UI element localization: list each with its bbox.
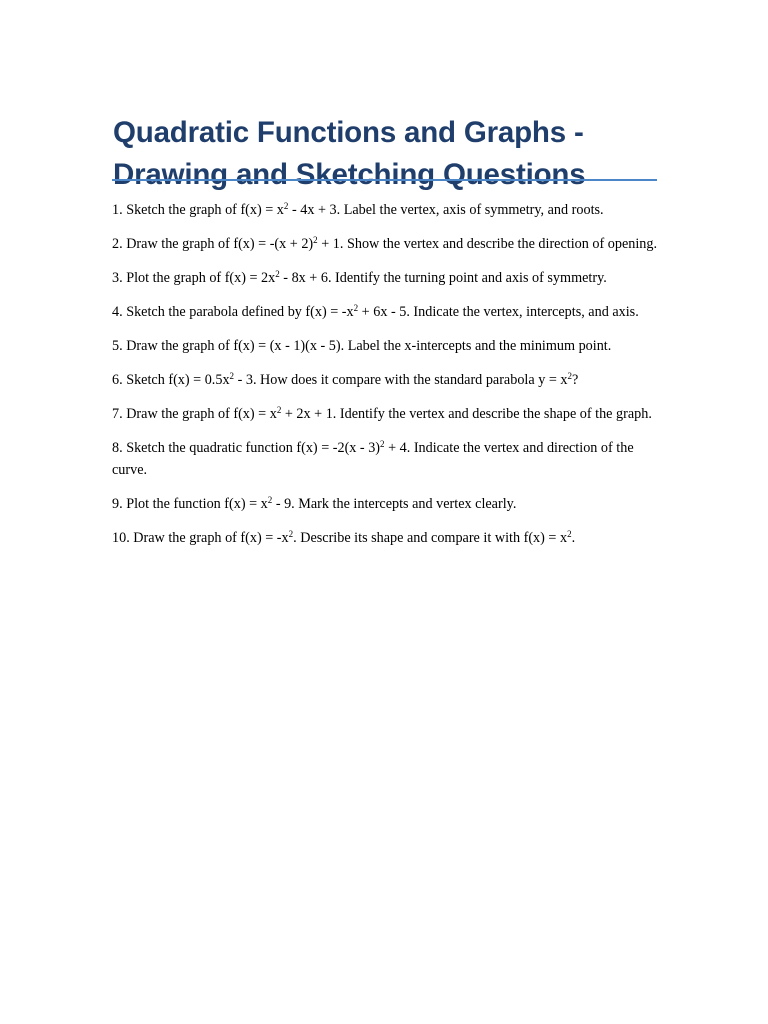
question-text: - 4x + 3. Label the vertex, axis of symmetry, and roots. [288, 202, 604, 218]
question-text: . Describe its shape and compare it with f(x) = x [293, 529, 568, 546]
question-text: 4. Sketch the parabola defined by f(x) = -x [112, 304, 354, 320]
question-text: + 6x - 5. Indicate the vertex, intercepts, and axis. [358, 304, 639, 320]
superscript-exponent: 2 [229, 371, 235, 381]
question-text: 10. Draw the graph of f(x) = -x [112, 529, 289, 546]
question-text: . [571, 529, 576, 546]
superscript-exponent: 2 [283, 201, 289, 211]
question-text: 3. Plot the graph of f(x) = 2x [112, 270, 276, 286]
question-item [112, 438, 664, 481]
superscript-exponent: 2 [567, 371, 572, 381]
question-text: 2. Draw the graph of f(x) = -(x + 2) [112, 236, 314, 252]
question-item [112, 234, 664, 256]
question-text: 5. Draw the graph of f(x) = (x - 1)(x - 5). Label the x-intercepts and the minimum point. [112, 338, 612, 354]
question-item [112, 370, 664, 392]
question-item [112, 268, 664, 290]
question-item [112, 302, 664, 324]
question-list [112, 200, 664, 562]
question-text: 7. Draw the graph of f(x) = x [112, 406, 277, 422]
title-line-2: Drawing and Sketching Questions [113, 157, 586, 191]
question-text: + 2x + 1. Identify the vertex and describe the shape of the graph. [281, 406, 652, 422]
question-text: - 8x + 6. Identify the turning point and axis of symmetry. [279, 270, 607, 286]
question-text: - 9. Mark the intercepts and vertex clearly. [272, 495, 517, 512]
question-text: + 4. Indicate the vertex and direction of the curve. [112, 440, 634, 478]
superscript-exponent: 2 [380, 439, 385, 449]
title-divider [112, 179, 657, 181]
superscript-exponent: 2 [353, 303, 359, 313]
question-item [112, 200, 664, 222]
title-line-1: Quadratic Functions and Graphs - [113, 115, 584, 149]
question-text: ? [571, 372, 579, 388]
question-text: 1. Sketch the graph of f(x) = x [112, 202, 284, 218]
superscript-exponent: 2 [267, 494, 273, 505]
question-item [112, 404, 664, 426]
question-text: 8. Sketch the quadratic function f(x) = -2(x - 3) [112, 440, 381, 456]
superscript-exponent: 2 [567, 528, 572, 539]
question-item [112, 528, 664, 550]
document-title [113, 112, 673, 196]
superscript-exponent: 2 [288, 528, 294, 539]
question-item [112, 494, 664, 516]
question-text: 9. Plot the function f(x) = x [112, 495, 268, 512]
superscript-exponent: 2 [313, 235, 318, 245]
question-text: - 3. How does it compare with the standard parabola y = x [234, 372, 568, 388]
question-text: 6. Sketch f(x) = 0.5x [112, 372, 230, 388]
question-item [112, 336, 664, 358]
superscript-exponent: 2 [275, 269, 280, 279]
superscript-exponent: 2 [276, 405, 282, 415]
question-text: + 1. Show the vertex and describe the direction of opening. [317, 236, 658, 252]
